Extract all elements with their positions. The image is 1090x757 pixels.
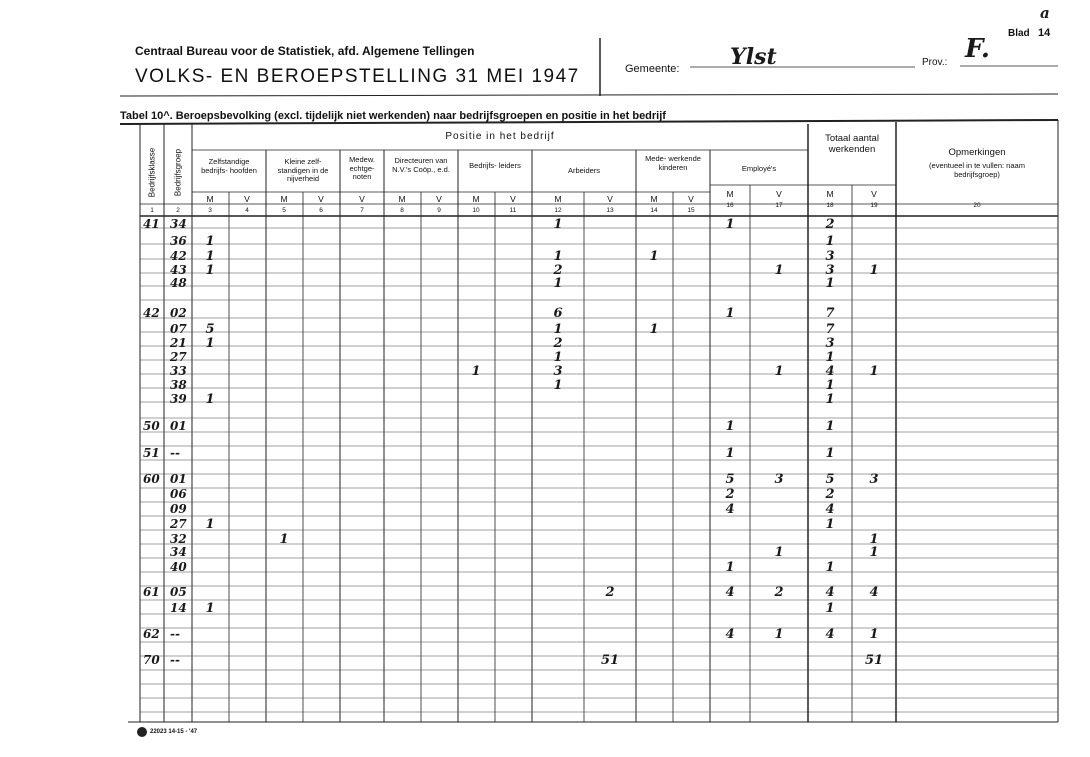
mv-label: V	[607, 194, 613, 204]
bedrijfsgroep-cell: 21	[170, 336, 187, 350]
count-cell: 1	[825, 276, 835, 291]
column-number: 9	[437, 207, 441, 214]
column-number: 19	[870, 202, 878, 209]
count-cell: 3	[774, 472, 784, 487]
count-cell: 1	[471, 364, 481, 379]
prov-label: Prov.:	[922, 57, 948, 68]
mv-label: M	[398, 194, 406, 204]
blad-number: 14	[1038, 27, 1051, 39]
column-number: 7	[360, 207, 364, 214]
count-cell: 1	[869, 545, 879, 560]
count-cell: 1	[649, 322, 659, 337]
count-cell: 1	[825, 234, 835, 249]
count-cell: 2	[605, 585, 615, 600]
count-cell: 4	[725, 502, 735, 517]
count-cell: 1	[825, 517, 835, 532]
column-number: 10	[472, 207, 480, 214]
header-employes: Employé's	[741, 164, 777, 173]
bedrijfsgroep-cell: 43	[170, 263, 187, 277]
mv-label: V	[318, 194, 324, 204]
column-number: 15	[687, 207, 695, 214]
count-cell: 51	[600, 653, 620, 668]
column-number: 12	[554, 207, 562, 214]
column-number: 14	[650, 207, 658, 214]
bedrijfsgroep-cell: 02	[170, 306, 187, 320]
count-cell: 1	[553, 322, 563, 337]
mv-label: V	[688, 194, 694, 204]
column-number: 11	[509, 207, 517, 214]
bedrijfsgroep-cell: 32	[170, 532, 187, 546]
count-cell: 1	[205, 234, 215, 249]
bedrijfsgroep-cell: 34	[170, 545, 187, 559]
count-cell: 1	[553, 249, 563, 264]
header-bedrijfsklasse: Bedrijfsklasse	[147, 147, 157, 198]
count-cell: 5	[205, 322, 215, 337]
count-cell: 2	[725, 487, 735, 502]
count-cell: 1	[553, 378, 563, 393]
bedrijfsklasse-cell: 41	[143, 217, 160, 231]
gemeente-label: Gemeente:	[625, 63, 680, 75]
count-cell: 1	[205, 392, 215, 407]
bedrijfsgroep-cell: 33	[170, 364, 187, 378]
bedrijfsklasse-cell: 70	[143, 653, 160, 667]
bedrijfsgroep-cell: --	[170, 446, 180, 460]
count-cell: 1	[825, 446, 835, 461]
header-directeuren: Directeuren van N.V.'s Coöp., e.d.	[392, 156, 450, 174]
header-medew: Medew. echtge- noten	[349, 155, 375, 182]
count-cell: 1	[774, 627, 784, 642]
bedrijfsgroep-cell: 05	[170, 585, 187, 599]
count-cell: 4	[725, 627, 735, 642]
count-cell: 3	[825, 336, 835, 351]
count-cell: 1	[869, 627, 879, 642]
bedrijfsgroep-cell: --	[170, 653, 180, 667]
header-bedrijfsgroep: Bedrijfsgroep	[173, 148, 183, 197]
count-cell: 1	[774, 545, 784, 560]
mv-label: M	[280, 194, 288, 204]
column-number: 13	[606, 207, 614, 214]
header-zelfstandige: Zelfstandige bedrijfs- hoofden	[201, 157, 257, 175]
bedrijfsklasse-cell: 42	[143, 306, 160, 320]
count-cell: 3	[825, 263, 835, 278]
column-number: 2	[176, 207, 180, 214]
count-cell: 2	[774, 585, 784, 600]
mv-label: M	[826, 189, 834, 199]
count-cell: 2	[553, 263, 563, 278]
mv-label: V	[510, 194, 516, 204]
count-cell: 7	[825, 322, 835, 337]
bedrijfsgroep-cell: 06	[170, 487, 187, 501]
printer-logo-icon	[137, 727, 147, 737]
count-cell: 2	[553, 336, 563, 351]
bedrijfsgroep-cell: 36	[170, 234, 187, 248]
count-cell: 1	[205, 601, 215, 616]
mv-label: M	[206, 194, 214, 204]
count-cell: 1	[725, 560, 735, 575]
count-cell: 4	[869, 585, 879, 600]
count-cell: 4	[725, 585, 735, 600]
column-number: 5	[282, 207, 286, 214]
bedrijfsgroep-cell: 39	[170, 392, 187, 406]
count-cell: 4	[825, 627, 835, 642]
bedrijfsklasse-cell: 61	[143, 585, 160, 599]
header-arbeiders: Arbeiders	[567, 166, 601, 175]
form-title: VOLKS- EN BEROEPSTELLING 31 MEI 1947	[135, 66, 580, 87]
bedrijfsgroep-cell: 34	[170, 217, 187, 231]
count-cell: 1	[825, 392, 835, 407]
institute-heading: Centraal Bureau voor de Statistiek, afd. Algemene Tellingen	[135, 44, 475, 58]
count-cell: 1	[205, 263, 215, 278]
header-opmerkingen: Opmerkingen	[948, 147, 1006, 158]
count-cell: 4	[825, 585, 835, 600]
column-number: 4	[245, 207, 249, 214]
count-cell: 1	[774, 263, 784, 278]
column-number: 8	[400, 207, 404, 214]
count-cell: 4	[825, 364, 835, 379]
count-cell: 1	[869, 532, 879, 547]
bedrijfsgroep-cell: 14	[170, 601, 187, 615]
form-number: 22023 14-15 - '47	[150, 729, 198, 735]
count-cell: 1	[553, 350, 563, 365]
count-cell: 1	[825, 601, 835, 616]
bedrijfsgroep-cell: --	[170, 627, 180, 641]
count-cell: 7	[825, 306, 835, 321]
bedrijfsgroep-cell: 09	[170, 502, 187, 516]
column-number: 3	[208, 207, 212, 214]
column-number: 20	[973, 202, 981, 209]
count-cell: 2	[825, 217, 835, 232]
count-cell: 5	[725, 472, 735, 487]
count-cell: 1	[774, 364, 784, 379]
mv-label: V	[776, 189, 782, 199]
bedrijfsklasse-cell: 51	[143, 446, 160, 460]
count-cell: 1	[553, 217, 563, 232]
bedrijfsgroep-cell: 42	[170, 249, 187, 263]
column-number: 16	[726, 202, 734, 209]
count-cell: 1	[725, 217, 735, 232]
table-title: Tabel 10^. Beroepsbevolking (excl. tijdelijk niet werkenden) naar bedrijfsgroepen en positie in het bedrijf	[120, 110, 666, 122]
mv-label: M	[650, 194, 658, 204]
header-positie: Positie in het bedrijf	[445, 131, 555, 142]
count-cell: 5	[825, 472, 835, 487]
count-cell: 1	[205, 249, 215, 264]
column-number: 17	[775, 202, 783, 209]
count-cell: 1	[869, 263, 879, 278]
header-medewerkende: Mede- werkende kinderen	[645, 154, 701, 172]
mv-label: V	[359, 194, 365, 204]
mv-label: M	[472, 194, 480, 204]
mv-label: V	[436, 194, 442, 204]
prov-value: F.	[965, 34, 990, 64]
count-cell: 3	[869, 472, 879, 487]
count-cell: 3	[825, 249, 835, 264]
column-number: 6	[319, 207, 323, 214]
count-cell: 1	[205, 517, 215, 532]
column-number: 1	[150, 207, 154, 214]
count-cell: 1	[825, 419, 835, 434]
count-cell: 1	[825, 560, 835, 575]
count-cell: 4	[825, 502, 835, 517]
mv-label: M	[726, 189, 734, 199]
count-cell: 1	[825, 350, 835, 365]
bedrijfsgroep-cell: 07	[170, 322, 187, 336]
header-opmerkingen-sub: (eventueel in te vullen: naam bedrijfsgroep)	[929, 161, 1025, 179]
bedrijfsgroep-cell: 01	[170, 419, 187, 433]
bedrijfsklasse-cell: 60	[143, 472, 160, 486]
header-kleine: Kleine zelf- standigen in de nijverheid	[277, 157, 329, 184]
count-cell: 1	[869, 364, 879, 379]
bedrijfsklasse-cell: 50	[143, 419, 160, 433]
mv-label: M	[554, 194, 562, 204]
mv-label: V	[871, 189, 877, 199]
bedrijfsgroep-cell: 38	[170, 378, 187, 392]
bedrijfsgroep-cell: 40	[170, 560, 187, 574]
bedrijfsgroep-cell: 27	[170, 350, 187, 364]
blad-annotation: a	[1040, 4, 1050, 22]
bedrijfsklasse-cell: 62	[143, 627, 160, 641]
count-cell: 1	[725, 306, 735, 321]
count-cell: 1	[279, 532, 289, 547]
count-cell: 1	[825, 378, 835, 393]
blad-label: Blad	[1008, 28, 1030, 39]
gemeente-value: Ylst	[730, 44, 777, 70]
bedrijfsgroep-cell: 48	[170, 276, 187, 290]
count-cell: 1	[553, 276, 563, 291]
header-bedrijfsleiders: Bedrijfs- leiders	[469, 161, 521, 170]
count-cell: 6	[553, 306, 563, 321]
count-cell: 1	[725, 446, 735, 461]
column-number: 18	[826, 202, 834, 209]
count-cell: 3	[553, 364, 563, 379]
header-totaal: Totaal aantal werkenden	[825, 133, 879, 155]
bedrijfsgroep-cell: 01	[170, 472, 187, 486]
count-cell: 1	[649, 249, 659, 264]
count-cell: 51	[864, 653, 884, 668]
bedrijfsgroep-cell: 27	[170, 517, 187, 531]
count-cell: 1	[725, 419, 735, 434]
count-cell: 1	[205, 336, 215, 351]
count-cell: 2	[825, 487, 835, 502]
mv-label: V	[244, 194, 250, 204]
